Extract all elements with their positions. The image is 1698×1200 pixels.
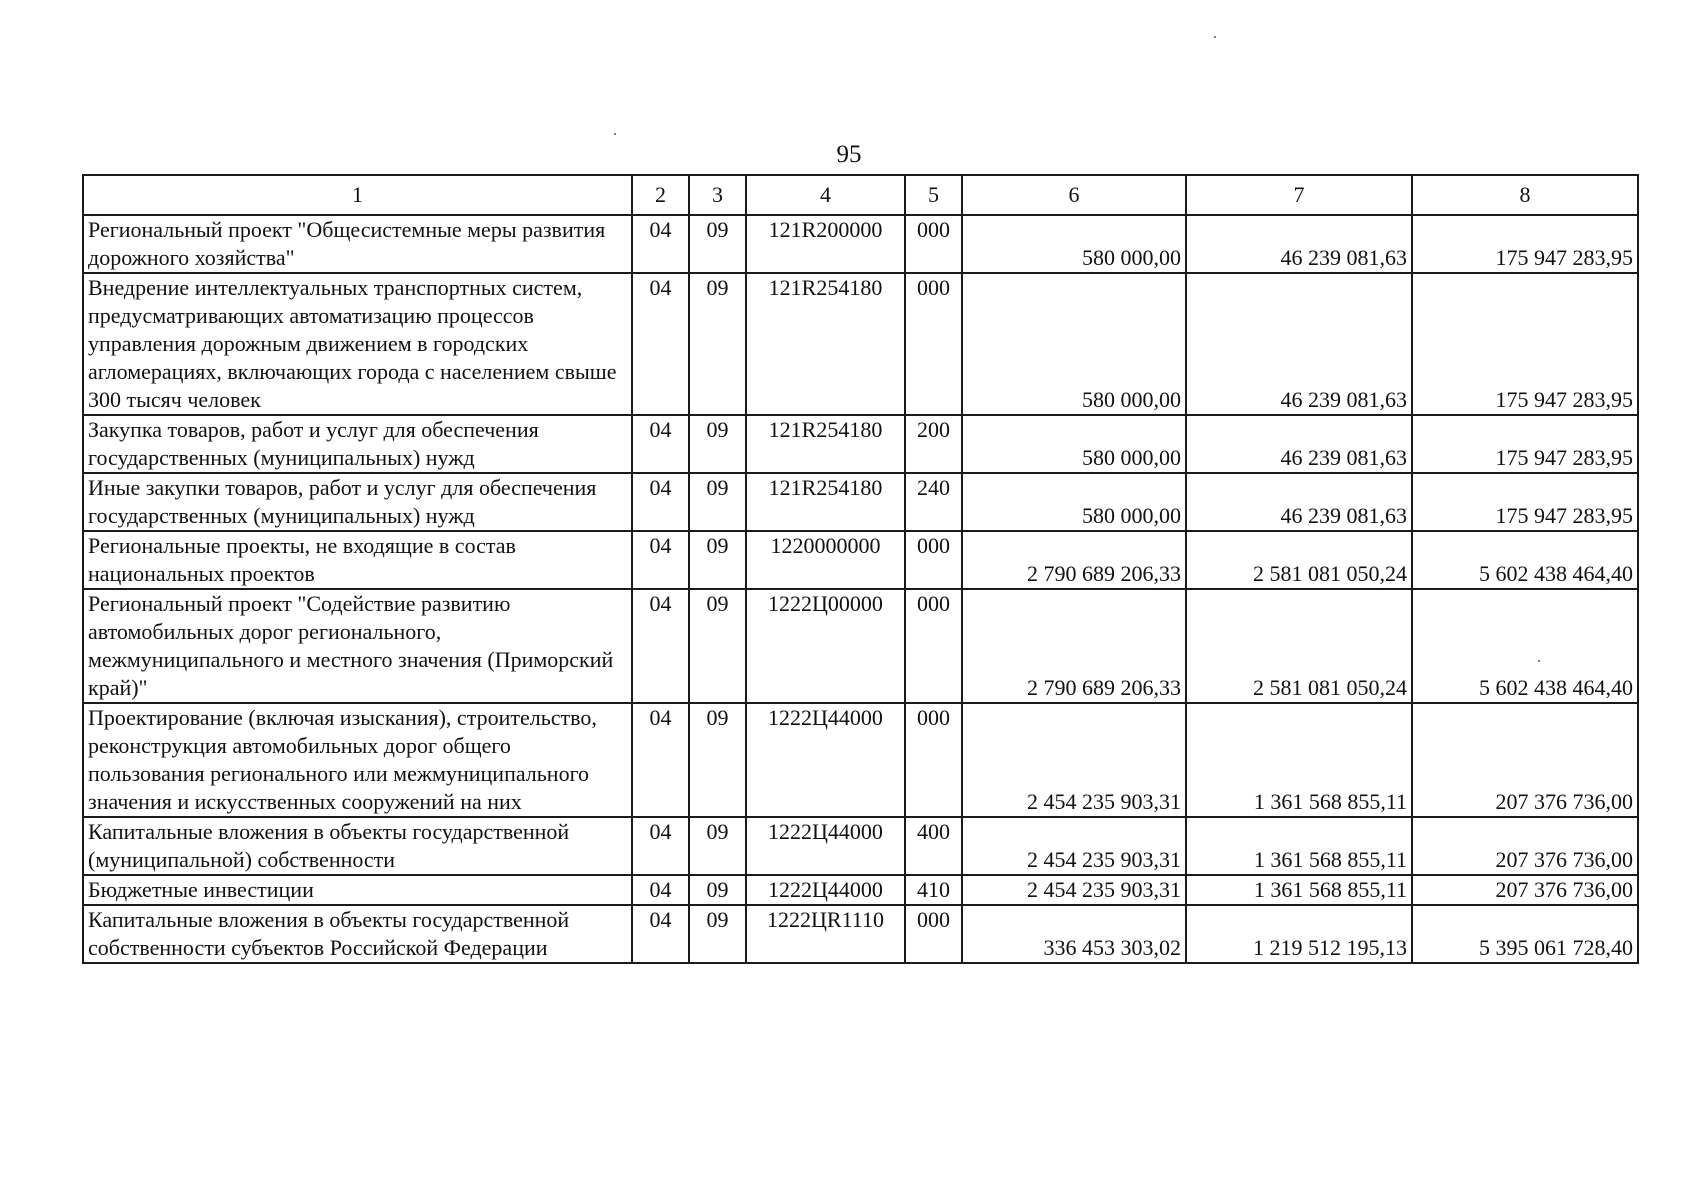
table-row	[83, 703, 1638, 817]
section-code: 04	[632, 875, 689, 905]
table-header-row	[83, 175, 1638, 215]
section-code: 04	[632, 905, 689, 963]
amount-col-7: 2 581 081 050,24	[1186, 589, 1412, 703]
section-code: 04	[632, 817, 689, 875]
subsection-code: 09	[689, 817, 746, 875]
amount-col-6: 2 790 689 206,33	[962, 531, 1186, 589]
scan-speck	[614, 133, 616, 135]
expense-type-code: 000	[905, 905, 962, 963]
amount-col-8: 5 602 438 464,40	[1412, 531, 1638, 589]
column-header-3: 3	[689, 175, 746, 215]
column-header-7: 7	[1186, 175, 1412, 215]
subsection-code: 09	[689, 415, 746, 473]
amount-col-6: 2 454 235 903,31	[962, 703, 1186, 817]
section-code: 04	[632, 703, 689, 817]
row-name: Региональные проекты, не входящие в состав национальных проектов	[83, 531, 632, 589]
target-article-code: 121R254180	[746, 473, 905, 531]
expense-type-code: 000	[905, 531, 962, 589]
expense-type-code: 000	[905, 589, 962, 703]
table-row	[83, 589, 1638, 703]
amount-col-7: 2 581 081 050,24	[1186, 531, 1412, 589]
column-header-5: 5	[905, 175, 962, 215]
amount-col-8: 175 947 283,95	[1412, 215, 1638, 273]
amount-col-8: 207 376 736,00	[1412, 703, 1638, 817]
target-article-code: 121R200000	[746, 215, 905, 273]
scan-speck	[1214, 36, 1216, 38]
row-name: Закупка товаров, работ и услуг для обеспечения государственных (муниципальных) нужд	[83, 415, 632, 473]
column-header-1: 1	[83, 175, 632, 215]
page-number: 95	[836, 141, 862, 168]
amount-col-7: 46 239 081,63	[1186, 273, 1412, 415]
section-code: 04	[632, 473, 689, 531]
row-name: Региональный проект "Содействие развитию автомобильных дорог регионального, межмуниципального и местного значения (Приморский край)"	[83, 589, 632, 703]
amount-col-6: 2 454 235 903,31	[962, 875, 1186, 905]
subsection-code: 09	[689, 875, 746, 905]
section-code: 04	[632, 215, 689, 273]
subsection-code: 09	[689, 703, 746, 817]
amount-col-6: 580 000,00	[962, 415, 1186, 473]
subsection-code: 09	[689, 531, 746, 589]
amount-col-6: 2 454 235 903,31	[962, 817, 1186, 875]
subsection-code: 09	[689, 589, 746, 703]
expense-type-code: 200	[905, 415, 962, 473]
amount-col-7: 46 239 081,63	[1186, 415, 1412, 473]
budget-table	[82, 174, 1639, 964]
table-row	[83, 817, 1638, 875]
amount-col-7: 1 219 512 195,13	[1186, 905, 1412, 963]
amount-col-8: 207 376 736,00	[1412, 817, 1638, 875]
target-article-code: 121R254180	[746, 273, 905, 415]
amount-col-7: 1 361 568 855,11	[1186, 703, 1412, 817]
expense-type-code: 000	[905, 273, 962, 415]
table-row	[83, 531, 1638, 589]
amount-col-6: 336 453 303,02	[962, 905, 1186, 963]
amount-col-7: 1 361 568 855,11	[1186, 817, 1412, 875]
section-code: 04	[632, 531, 689, 589]
amount-col-7: 46 239 081,63	[1186, 473, 1412, 531]
row-name: Капитальные вложения в объекты государственной (муниципальной) собственности	[83, 817, 632, 875]
row-name: Капитальные вложения в объекты государственной собственности субъектов Российской Федерации	[83, 905, 632, 963]
column-header-8: 8	[1412, 175, 1638, 215]
amount-col-8: 175 947 283,95	[1412, 273, 1638, 415]
target-article-code: 1222Ц44000	[746, 703, 905, 817]
expense-type-code: 410	[905, 875, 962, 905]
row-name: Иные закупки товаров, работ и услуг для обеспечения государственных (муниципальных) нужд	[83, 473, 632, 531]
row-name: Бюджетные инвестиции	[83, 875, 632, 905]
row-name: Региональный проект "Общесистемные меры развития дорожного хозяйства"	[83, 215, 632, 273]
section-code: 04	[632, 273, 689, 415]
subsection-code: 09	[689, 905, 746, 963]
scan-speck	[1538, 660, 1540, 662]
target-article-code: 1222Ц00000	[746, 589, 905, 703]
subsection-code: 09	[689, 273, 746, 415]
column-header-6: 6	[962, 175, 1186, 215]
target-article-code: 1222Ц44000	[746, 875, 905, 905]
target-article-code: 1222Ц44000	[746, 817, 905, 875]
amount-col-8: 175 947 283,95	[1412, 473, 1638, 531]
amount-col-8: 5 602 438 464,40	[1412, 589, 1638, 703]
table-row	[83, 473, 1638, 531]
row-name: Внедрение интеллектуальных транспортных систем, предусматривающих автоматизацию процессов управления дорожным движением в городских агломерациях, включающих города с населением свыше 300 тысяч человек	[83, 273, 632, 415]
table-row	[83, 905, 1638, 963]
amount-col-6: 580 000,00	[962, 215, 1186, 273]
column-header-2: 2	[632, 175, 689, 215]
table-row	[83, 215, 1638, 273]
table-row	[83, 415, 1638, 473]
target-article-code: 1220000000	[746, 531, 905, 589]
table-row	[83, 273, 1638, 415]
subsection-code: 09	[689, 473, 746, 531]
amount-col-8: 175 947 283,95	[1412, 415, 1638, 473]
amount-col-6: 2 790 689 206,33	[962, 589, 1186, 703]
column-header-4: 4	[746, 175, 905, 215]
section-code: 04	[632, 589, 689, 703]
subsection-code: 09	[689, 215, 746, 273]
amount-col-7: 1 361 568 855,11	[1186, 875, 1412, 905]
amount-col-8: 5 395 061 728,40	[1412, 905, 1638, 963]
amount-col-6: 580 000,00	[962, 273, 1186, 415]
amount-col-6: 580 000,00	[962, 473, 1186, 531]
target-article-code: 1222ЦR1110	[746, 905, 905, 963]
amount-col-7: 46 239 081,63	[1186, 215, 1412, 273]
section-code: 04	[632, 415, 689, 473]
row-name: Проектирование (включая изыскания), строительство, реконструкция автомобильных дорог общего пользования регионального или межмуниципального значения и искусственных сооружений на них	[83, 703, 632, 817]
expense-type-code: 000	[905, 215, 962, 273]
expense-type-code: 240	[905, 473, 962, 531]
amount-col-8: 207 376 736,00	[1412, 875, 1638, 905]
target-article-code: 121R254180	[746, 415, 905, 473]
expense-type-code: 000	[905, 703, 962, 817]
table-row	[83, 875, 1638, 905]
expense-type-code: 400	[905, 817, 962, 875]
